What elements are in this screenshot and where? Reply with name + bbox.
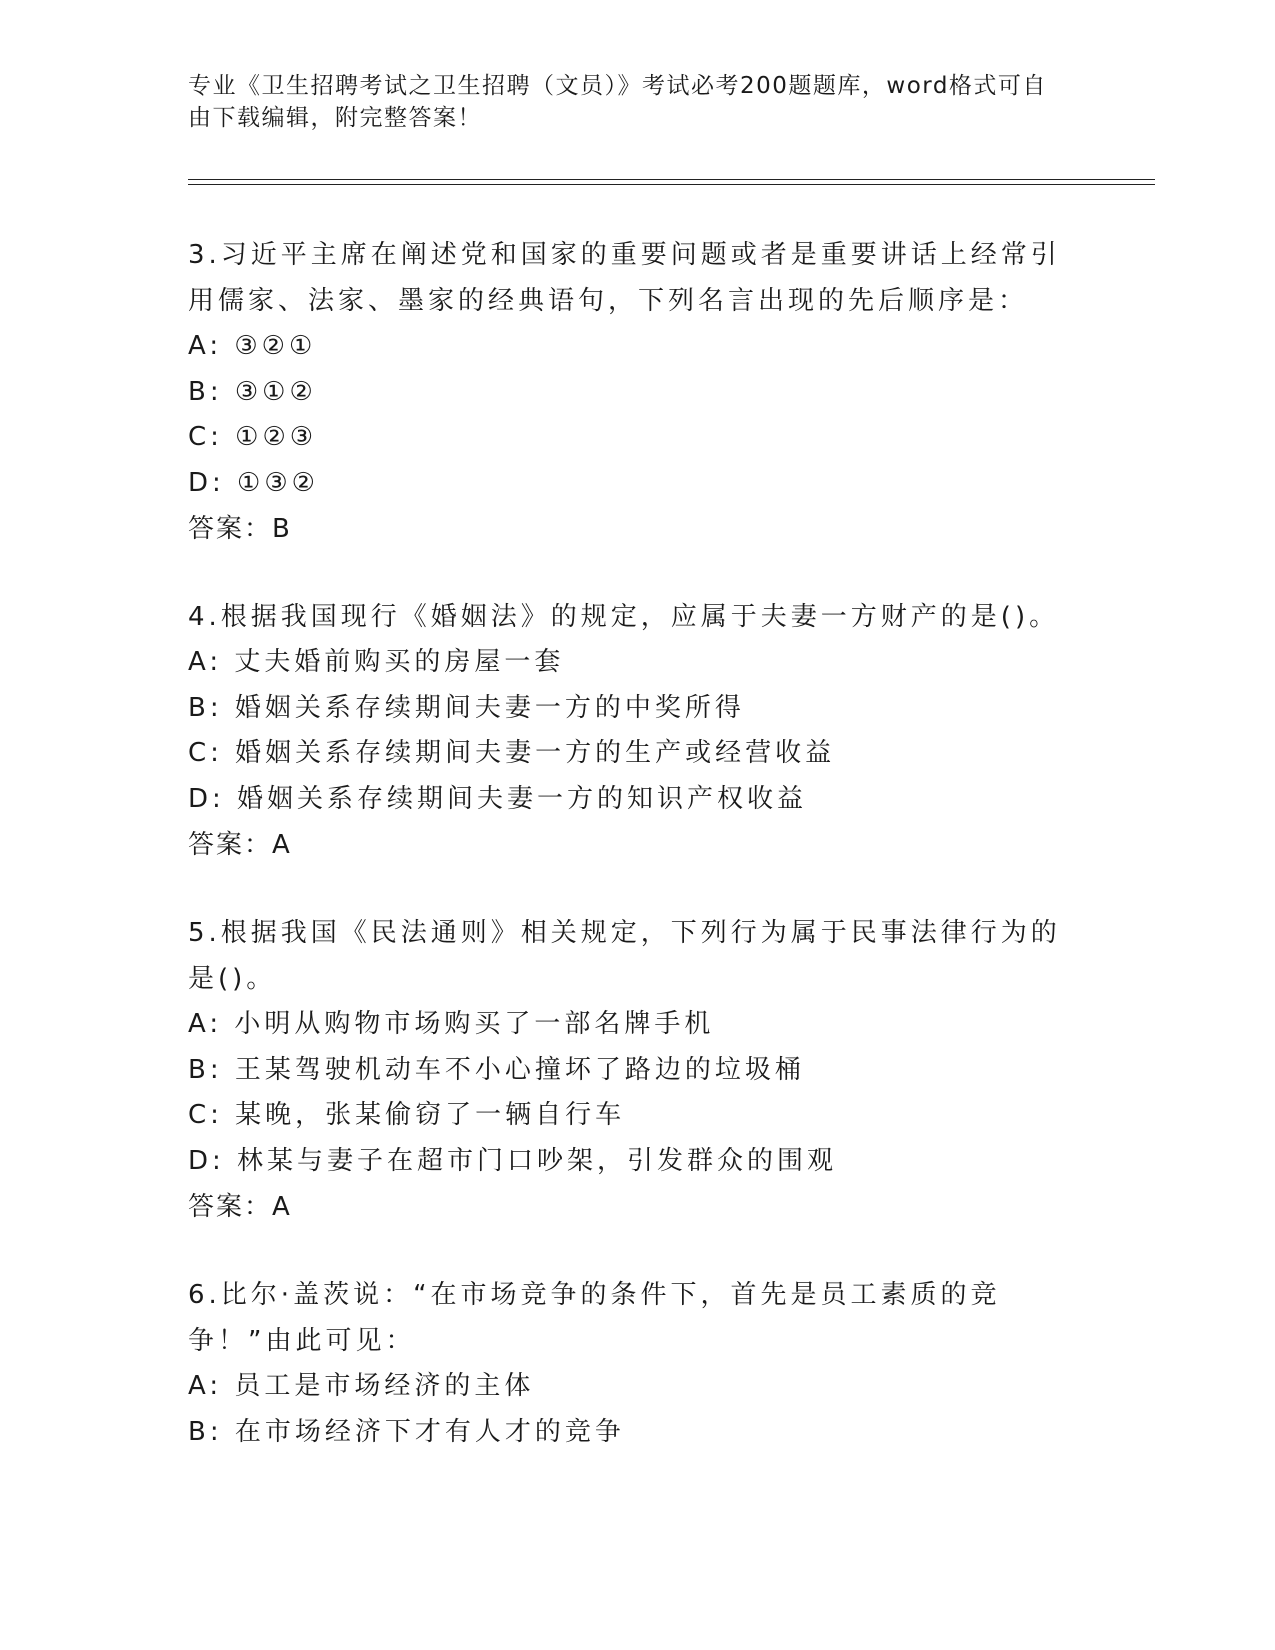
option-c: C: ①②③ (188, 422, 318, 452)
question-text: 5.根据我国《民法通则》相关规定，下列行为属于民事法律行为的是()。 (188, 918, 1061, 994)
option-c: C: 某晚，张某偷窃了一辆自行车 (188, 1100, 626, 1130)
option-a: A: 员工是市场经济的主体 (188, 1371, 535, 1401)
option-a: A: 丈夫婚前购买的房屋一套 (188, 647, 565, 677)
answer: 答案：A (188, 830, 292, 860)
question-6 (188, 1272, 1088, 1455)
document-header: 专业《卫生招聘考试之卫生招聘（文员）》考试必考200题题库，word格式可自由下载编辑，附完整答案！ (188, 73, 1047, 131)
question-5 (188, 910, 1088, 1230)
question-4 (188, 594, 1088, 868)
header-rule-bottom (188, 184, 1155, 185)
option-d: D: ①③② (188, 467, 319, 498)
question-text: 4.根据我国现行《婚姻法》的规定，应属于夫妻一方财产的是()。 (188, 602, 1060, 632)
option-a: A: 小明从购物市场购买了一部名牌手机 (188, 1009, 715, 1039)
option-d: D: 林某与妻子在超市门口吵架，引发群众的围观 (188, 1145, 838, 1176)
option-c: C: 婚姻关系存续期间夫妻一方的生产或经营收益 (188, 738, 836, 768)
option-d: D: 婚姻关系存续期间夫妻一方的知识产权收益 (188, 783, 808, 814)
option-a: A: ③②① (188, 331, 317, 361)
question-text: 3.习近平主席在阐述党和国家的重要问题或者是重要讲话上经常引用儒家、法家、墨家的经典语句，下列名言出现的先后顺序是： (188, 240, 1061, 316)
answer: 答案：A (188, 1192, 292, 1222)
question-text: 6.比尔·盖茨说：“在市场竞争的条件下，首先是员工素质的竞争！”由此可见： (188, 1280, 1001, 1356)
question-3 (188, 232, 1088, 552)
option-b: B: 王某驾驶机动车不小心撞坏了路边的垃圾桶 (188, 1054, 805, 1085)
answer: 答案：B (188, 514, 292, 544)
option-b: B: 在市场经济下才有人才的竞争 (188, 1416, 625, 1447)
option-b: B: ③①② (188, 376, 317, 407)
option-b: B: 婚姻关系存续期间夫妻一方的中奖所得 (188, 692, 745, 723)
header-rule-top (188, 179, 1155, 180)
question-list (188, 232, 1088, 1497)
